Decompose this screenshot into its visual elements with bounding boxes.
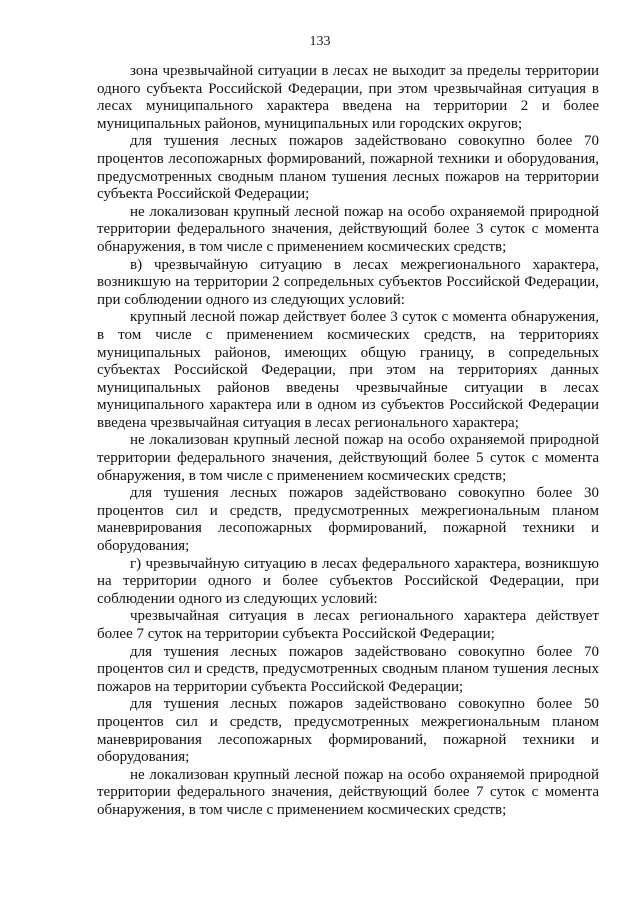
paragraph-protected-area-3-days: не локализован крупный лесной пожар на особо охраняемой природной территории федерального значения, действующий более 3 суток с момента обнаружения, в том числе с применением космических средств; — [97, 203, 599, 255]
paragraph-item-g-federal: г) чрезвычайную ситуацию в лесах федерального характера, возникшую на территории одного и более субъектов Российской Федерации, при соблюдении одного из следующих условий: — [97, 555, 599, 607]
paragraph-large-fire-3-days: крупный лесной пожар действует более 3 суток с момента обнаружения, в том числе с применением космических средств, на территориях муниципальных районов, имеющих общую границу, в сопредельных субъектах Российской Федерации, при этом на территориях данных муниципальных районов введены чрезвычайные ситуации в лесах муниципального характера или в одном из субъектов Российской Федерации введена чрезвычайная ситуация в лесах регионального характера; — [97, 309, 599, 431]
paragraph-50-percent-forces: для тушения лесных пожаров задействовано совокупно более 50 процентов сил и средств, предусмотренных межрегиональным планом маневрирования лесопожарных формирований, пожарной техники и оборудования; — [97, 696, 599, 766]
paragraph-protected-area-7-days: не локализован крупный лесной пожар на особо охраняемой природной территории федерального значения, действующий более 7 суток с момента обнаружения, в том числе с применением космических средств; — [97, 766, 599, 818]
paragraph-item-v-interregional: в) чрезвычайную ситуацию в лесах межрегионального характера, возникшую на территории 2 сопредельных субъектов Российской Федерации, при соблюдении одного из следующих условий: — [97, 256, 599, 308]
paragraph-protected-area-5-days: не локализован крупный лесной пожар на особо охраняемой природной территории федерального значения, действующий более 5 суток с момента обнаружения, в том числе с применением космических средств; — [97, 432, 599, 484]
paragraph-70-percent-formations: для тушения лесных пожаров задействовано совокупно более 70 процентов лесопожарных формирований, пожарной техники и оборудования, предусмотренных сводным планом тушения лесных пожаров на территории субъекта Российской Федерации; — [97, 133, 599, 203]
document-body — [97, 63, 599, 820]
paragraph-70-percent-forces: для тушения лесных пожаров задействовано совокупно более 70 процентов сил и средств, предусмотренных сводным планом тушения лесных пожаров на территории субъекта Российской Федерации; — [97, 643, 599, 695]
paragraph-regional-7-days: чрезвычайная ситуация в лесах регионального характера действует более 7 суток на территории субъекта Российской Федерации; — [97, 608, 599, 642]
paragraph-30-percent-forces: для тушения лесных пожаров задействовано совокупно более 30 процентов сил и средств, предусмотренных межрегиональным планом маневрирования лесопожарных формирований, пожарной техники и оборудования; — [97, 485, 599, 555]
paragraph-zone-one-subject: зона чрезвычайной ситуации в лесах не выходит за пределы территории одного субъекта Российской Федерации, при этом чрезвычайная ситуация в лесах муниципального характера введена на территории 2 и более муниципальных районов, муниципальных или городских округов; — [97, 63, 599, 132]
page-number: 133 — [309, 34, 331, 49]
